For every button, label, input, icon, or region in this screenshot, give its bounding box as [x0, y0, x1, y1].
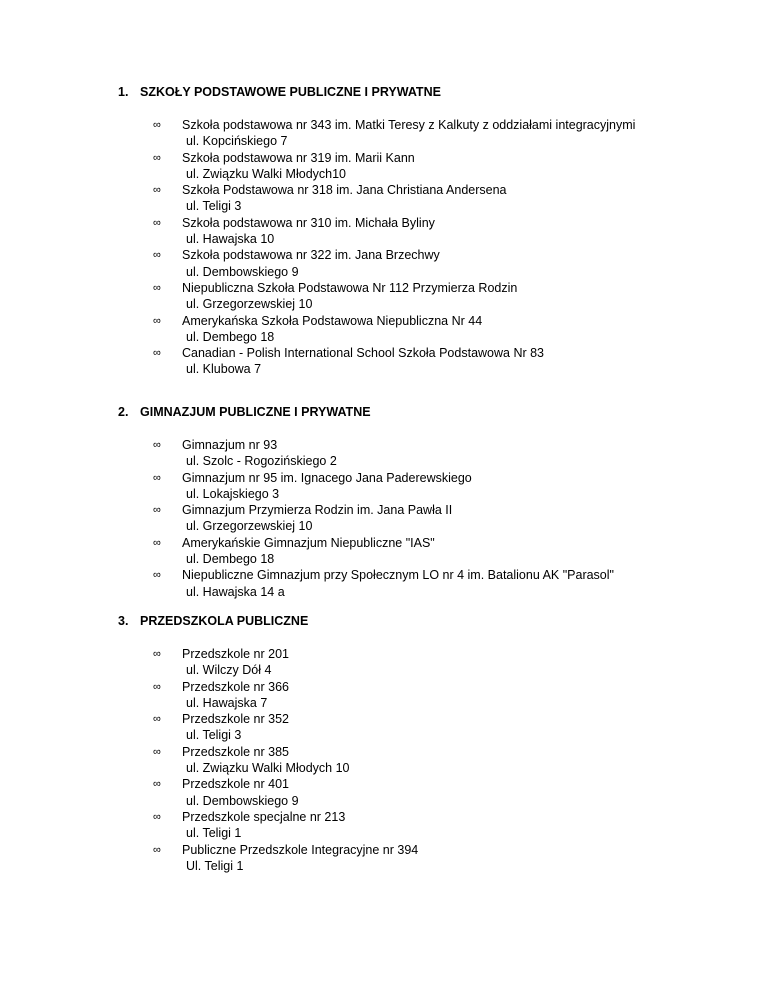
section-title: PRZEDSZKOLA PUBLICZNE [140, 614, 309, 628]
list-item [118, 313, 738, 346]
section-title: GIMNAZJUM PUBLICZNE I PRYWATNE [140, 405, 371, 419]
infinity-bullet-icon: ∞ [153, 745, 161, 758]
item-name: Przedszkole nr 201 [182, 647, 290, 661]
item-name: Publiczne Przedszkole Integracyjne nr 394 [182, 842, 419, 857]
school-list [118, 117, 738, 378]
item-name: Amerykańska Szkoła Podstawowa Niepubliczna Nr 44 [182, 313, 483, 328]
section-heading [118, 613, 738, 629]
list-item [118, 646, 738, 679]
item-name: Canadian - Polish International School Szkoła Podstawowa Nr 83 [182, 346, 545, 361]
infinity-bullet-icon: ∞ [153, 216, 161, 229]
list-item [118, 470, 738, 503]
list-item [118, 280, 738, 313]
item-name: Szkoła Podstawowa nr 318 im. Jana Christiana Andersena [182, 183, 507, 198]
item-address: ul. Hawajska 7 [186, 695, 268, 710]
section-heading [118, 404, 738, 420]
infinity-bullet-icon: ∞ [153, 119, 161, 131]
infinity-bullet-icon: ∞ [153, 569, 161, 582]
item-address: ul. Klubowa 7 [186, 362, 262, 377]
list-item [118, 437, 738, 470]
item-name: Przedszkole specjalne nr 213 [182, 809, 346, 824]
item-address: ul. Wilczy Dół 4 [186, 663, 272, 678]
infinity-bullet-icon: ∞ [153, 471, 161, 484]
school-list [118, 646, 738, 874]
item-address: ul. Teligi 3 [186, 728, 242, 743]
item-address: ul. Grzegorzewskiej 10 [186, 519, 313, 534]
section-heading [118, 84, 738, 100]
section-number: 1. [118, 85, 129, 99]
infinity-bullet-icon: ∞ [153, 778, 161, 791]
list-item [118, 679, 738, 712]
infinity-bullet-icon: ∞ [153, 151, 161, 164]
infinity-bullet-icon: ∞ [153, 184, 161, 197]
infinity-bullet-icon: ∞ [153, 536, 161, 549]
item-name: Gimnazjum Przymierza Rodzin im. Jana Pawła II [182, 503, 453, 518]
item-name: Przedszkole nr 385 [182, 744, 290, 759]
item-name: Szkoła podstawowa nr 343 im. Matki Teresy z Kalkuty z oddziałami integracyjnymi [182, 118, 636, 132]
item-address: ul. Związku Walki Młodych10 [186, 166, 347, 181]
item-name: Amerykańskie Gimnazjum Niepubliczne "IAS" [182, 535, 435, 550]
infinity-bullet-icon: ∞ [153, 281, 161, 294]
item-name: Niepubliczna Szkoła Podstawowa Nr 112 Przymierza Rodzin [182, 280, 518, 295]
infinity-bullet-icon: ∞ [153, 843, 161, 856]
infinity-bullet-icon: ∞ [153, 713, 161, 726]
item-name: Przedszkole nr 366 [182, 679, 290, 694]
infinity-bullet-icon: ∞ [153, 314, 161, 327]
section-primary-schools [118, 84, 738, 378]
item-address: ul. Dembowskiego 9 [186, 793, 299, 808]
list-item [118, 809, 738, 842]
item-address: ul. Lokajskiego 3 [186, 486, 280, 501]
item-name: Gimnazjum nr 93 [182, 438, 278, 452]
item-address: ul. Dembowskiego 9 [186, 264, 299, 279]
list-item [118, 744, 738, 777]
list-item [118, 567, 738, 600]
infinity-bullet-icon: ∞ [153, 680, 161, 693]
list-item [118, 502, 738, 535]
infinity-bullet-icon: ∞ [153, 347, 161, 360]
item-name: Przedszkole nr 352 [182, 712, 290, 727]
infinity-bullet-icon: ∞ [153, 439, 161, 451]
school-list [118, 437, 738, 600]
item-address: ul. Teligi 1 [186, 826, 242, 841]
infinity-bullet-icon: ∞ [153, 504, 161, 517]
infinity-bullet-icon: ∞ [153, 249, 161, 262]
list-item [118, 215, 738, 248]
item-address: ul. Hawajska 14 a [186, 584, 285, 599]
item-name: Niepubliczne Gimnazjum przy Społecznym LO nr 4 im. Batalionu AK "Parasol" [182, 568, 614, 583]
section-title: SZKOŁY PODSTAWOWE PUBLICZNE I PRYWATNE [140, 85, 441, 99]
item-address: ul. Dembego 18 [186, 552, 275, 567]
item-address: ul. Grzegorzewskiej 10 [186, 297, 313, 312]
list-item [118, 776, 738, 809]
section-middle-schools [118, 404, 738, 600]
item-address: ul. Hawajska 10 [186, 232, 275, 247]
list-item [118, 247, 738, 280]
list-item [118, 535, 738, 568]
list-item [118, 345, 738, 378]
item-address: ul. Teligi 3 [186, 199, 242, 214]
item-name: Gimnazjum nr 95 im. Ignacego Jana Paderewskiego [182, 470, 472, 485]
item-address: ul. Związku Walki Młodych 10 [186, 761, 350, 776]
infinity-bullet-icon: ∞ [153, 648, 161, 660]
list-item [118, 150, 738, 183]
item-address: ul. Kopcińskiego 7 [186, 134, 288, 149]
item-address: Ul. Teligi 1 [186, 858, 244, 873]
item-name: Szkoła podstawowa nr 310 im. Michała Byliny [182, 215, 435, 230]
item-name: Szkoła podstawowa nr 322 im. Jana Brzechwy [182, 248, 440, 263]
section-preschools [118, 613, 738, 874]
list-item [118, 842, 738, 875]
section-number: 2. [118, 405, 129, 419]
item-name: Przedszkole nr 401 [182, 777, 290, 792]
section-number: 3. [118, 614, 129, 628]
item-name: Szkoła podstawowa nr 319 im. Marii Kann [182, 150, 415, 165]
infinity-bullet-icon: ∞ [153, 810, 161, 823]
list-item [118, 182, 738, 215]
list-item [118, 711, 738, 744]
item-address: ul. Szolc - Rogozińskiego 2 [186, 454, 337, 469]
list-item [118, 117, 738, 150]
item-address: ul. Dembego 18 [186, 329, 275, 344]
